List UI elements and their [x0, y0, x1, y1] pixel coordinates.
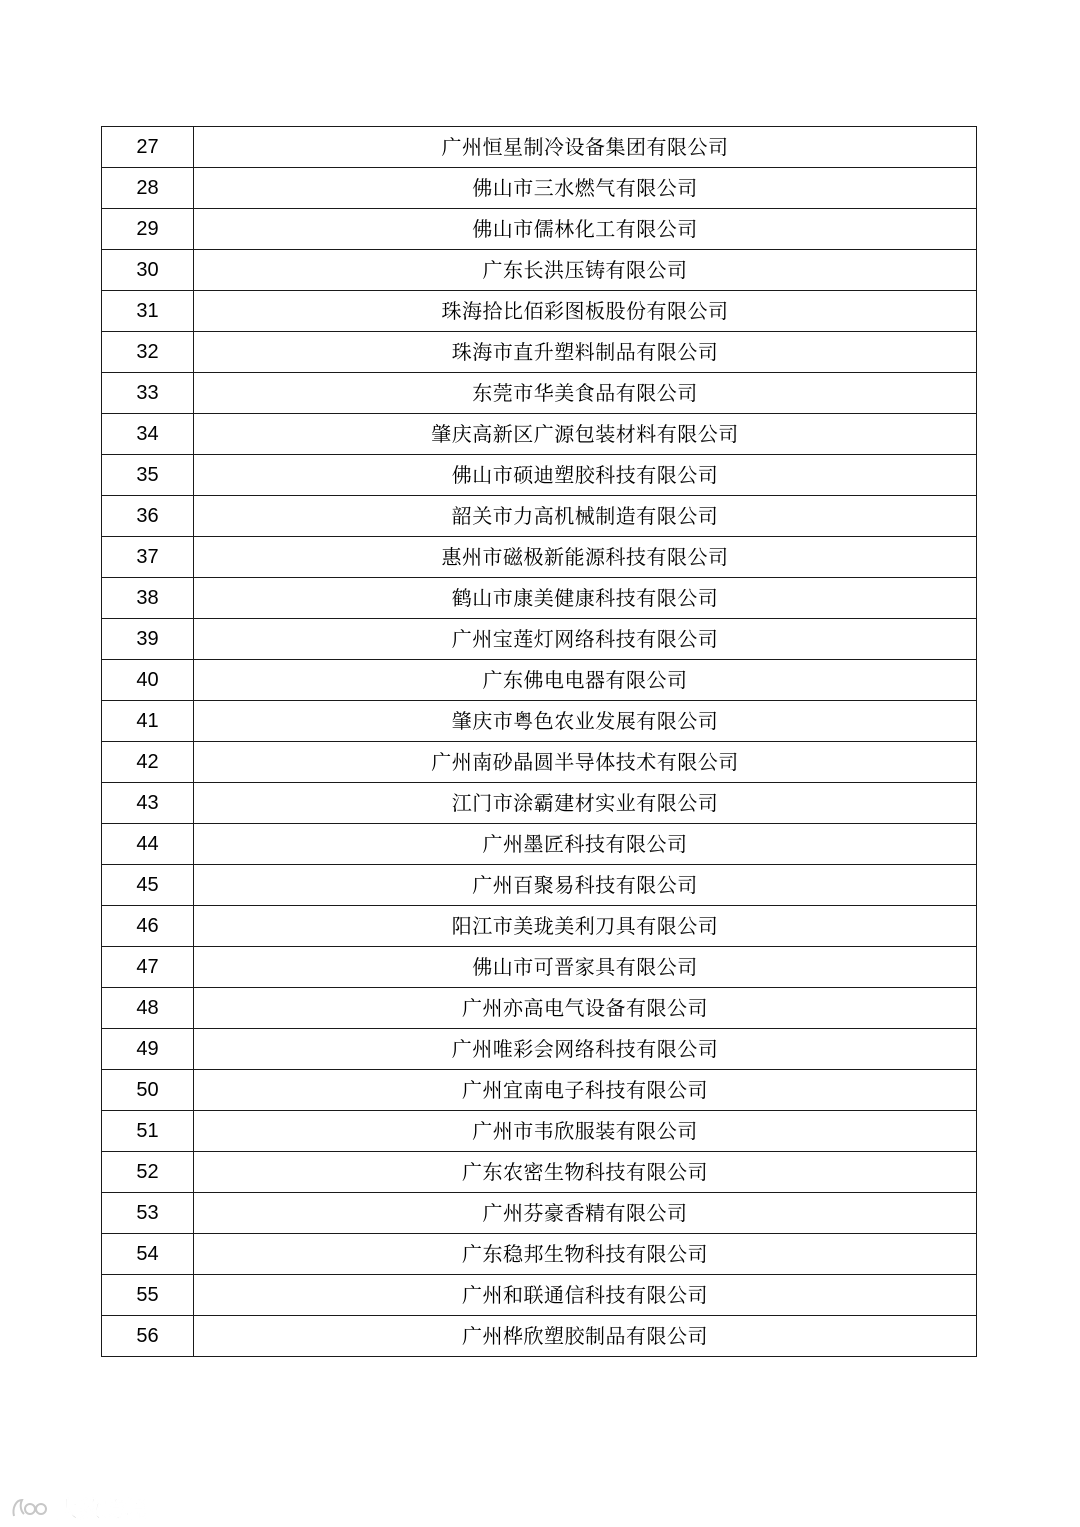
company-name: 广东稳邦生物科技有限公司 — [194, 1234, 977, 1275]
row-number: 32 — [102, 332, 194, 373]
company-name: 东莞市华美食品有限公司 — [194, 373, 977, 414]
row-number: 37 — [102, 537, 194, 578]
company-name: 广州宝莲灯网络科技有限公司 — [194, 619, 977, 660]
table-row — [102, 1111, 977, 1152]
table-row — [102, 373, 977, 414]
table-row — [102, 865, 977, 906]
table-row — [102, 209, 977, 250]
row-number: 30 — [102, 250, 194, 291]
row-number: 56 — [102, 1316, 194, 1357]
table-row — [102, 414, 977, 455]
company-list-body — [102, 127, 977, 1357]
company-name: 佛山市儒林化工有限公司 — [194, 209, 977, 250]
company-name: 阳江市美珑美利刀具有限公司 — [194, 906, 977, 947]
table-row — [102, 988, 977, 1029]
table-row — [102, 455, 977, 496]
table-row — [102, 619, 977, 660]
row-number: 44 — [102, 824, 194, 865]
company-name: 广州百聚易科技有限公司 — [194, 865, 977, 906]
company-name: 佛山市硕迪塑胶科技有限公司 — [194, 455, 977, 496]
row-number: 53 — [102, 1193, 194, 1234]
company-name: 肇庆高新区广源包装材料有限公司 — [194, 414, 977, 455]
table-row — [102, 824, 977, 865]
row-number: 34 — [102, 414, 194, 455]
table-row — [102, 496, 977, 537]
company-name: 珠海市直升塑料制品有限公司 — [194, 332, 977, 373]
table-row — [102, 291, 977, 332]
row-number: 33 — [102, 373, 194, 414]
company-name: 广东佛电电器有限公司 — [194, 660, 977, 701]
row-number: 39 — [102, 619, 194, 660]
row-number: 28 — [102, 168, 194, 209]
row-number: 36 — [102, 496, 194, 537]
table-row — [102, 1152, 977, 1193]
row-number: 46 — [102, 906, 194, 947]
row-number: 35 — [102, 455, 194, 496]
row-number: 29 — [102, 209, 194, 250]
company-name: 广东长洪压铸有限公司 — [194, 250, 977, 291]
watermark — [10, 1493, 148, 1523]
table-row — [102, 537, 977, 578]
company-name: 佛山市可晋家具有限公司 — [194, 947, 977, 988]
company-name: 鹤山市康美健康科技有限公司 — [194, 578, 977, 619]
table-row — [102, 1193, 977, 1234]
row-number: 43 — [102, 783, 194, 824]
table-row — [102, 783, 977, 824]
company-name: 佛山市三水燃气有限公司 — [194, 168, 977, 209]
table-row — [102, 660, 977, 701]
company-name: 广州和联通信科技有限公司 — [194, 1275, 977, 1316]
row-number: 51 — [102, 1111, 194, 1152]
company-list-table — [101, 126, 977, 1357]
table-row — [102, 1234, 977, 1275]
table-row — [102, 1029, 977, 1070]
company-name: 广州墨匠科技有限公司 — [194, 824, 977, 865]
table-row — [102, 250, 977, 291]
table-row — [102, 1316, 977, 1357]
row-number: 31 — [102, 291, 194, 332]
company-name: 肇庆市粤色农业发展有限公司 — [194, 701, 977, 742]
watermark-text: 大数跨境 — [56, 1497, 149, 1523]
row-number: 27 — [102, 127, 194, 168]
company-name: 广州宜南电子科技有限公司 — [194, 1070, 977, 1111]
row-number: 52 — [102, 1152, 194, 1193]
company-name: 广东农密生物科技有限公司 — [194, 1152, 977, 1193]
table-row — [102, 168, 977, 209]
table-row — [102, 701, 977, 742]
table-row — [102, 742, 977, 783]
table-row — [102, 578, 977, 619]
row-number: 40 — [102, 660, 194, 701]
row-number: 48 — [102, 988, 194, 1029]
company-name: 广州亦高电气设备有限公司 — [194, 988, 977, 1029]
row-number: 49 — [102, 1029, 194, 1070]
company-name: 广州恒星制冷设备集团有限公司 — [194, 127, 977, 168]
brand-logo-icon — [10, 1496, 50, 1520]
row-number: 41 — [102, 701, 194, 742]
row-number: 38 — [102, 578, 194, 619]
table-row — [102, 127, 977, 168]
company-name: 广州市韦欣服装有限公司 — [194, 1111, 977, 1152]
company-name: 江门市涂霸建材实业有限公司 — [194, 783, 977, 824]
row-number: 50 — [102, 1070, 194, 1111]
row-number: 47 — [102, 947, 194, 988]
row-number: 54 — [102, 1234, 194, 1275]
company-name: 广州芬豪香精有限公司 — [194, 1193, 977, 1234]
table-row — [102, 332, 977, 373]
row-number: 42 — [102, 742, 194, 783]
company-name: 韶关市力高机械制造有限公司 — [194, 496, 977, 537]
company-name: 广州唯彩会网络科技有限公司 — [194, 1029, 977, 1070]
row-number: 45 — [102, 865, 194, 906]
company-name: 珠海拾比佰彩图板股份有限公司 — [194, 291, 977, 332]
company-name: 广州南砂晶圆半导体技术有限公司 — [194, 742, 977, 783]
table-row — [102, 947, 977, 988]
company-name: 广州桦欣塑胶制品有限公司 — [194, 1316, 977, 1357]
table-row — [102, 906, 977, 947]
table-row — [102, 1275, 977, 1316]
table-row — [102, 1070, 977, 1111]
row-number: 55 — [102, 1275, 194, 1316]
company-name: 惠州市磁极新能源科技有限公司 — [194, 537, 977, 578]
